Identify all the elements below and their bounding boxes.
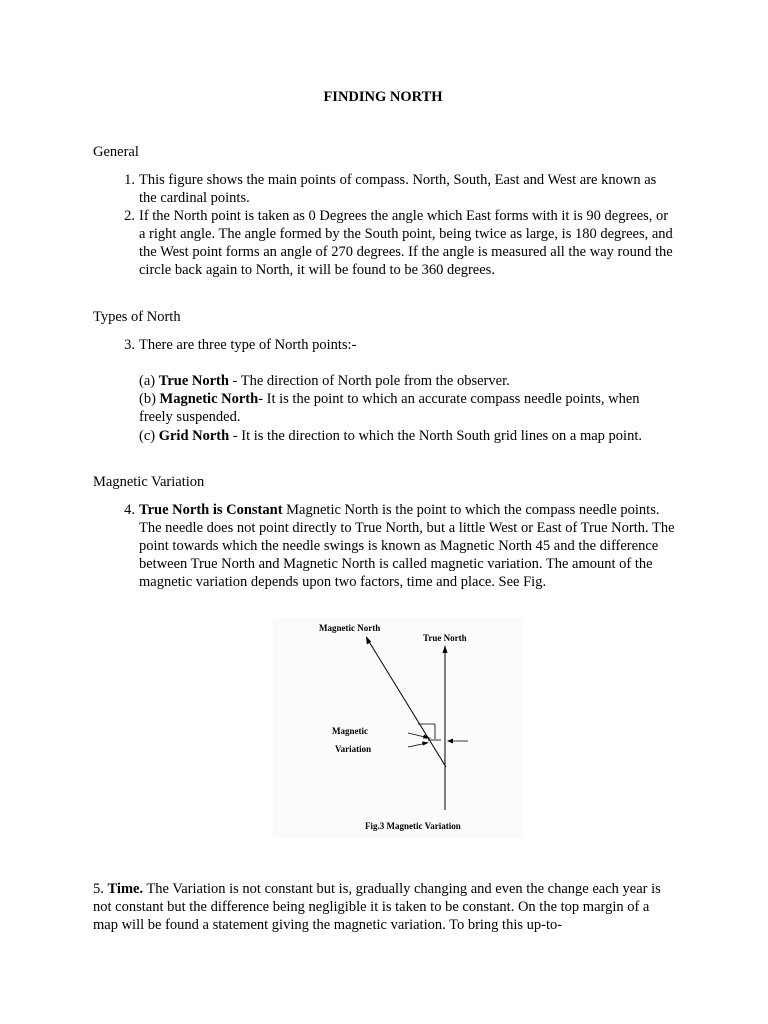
sub-item-term: True North: [158, 373, 229, 389]
sub-item-text: - It is the direction to which the North South grid lines on a map point.: [229, 428, 642, 444]
item-text: This figure shows the main points of compass. North, South, East and West are known as the cardinal points.: [139, 172, 657, 206]
paragraph-text: The Variation is not constant but is, gradually changing and even the change each year is not constant but the difference being negligible it is taken to be constant. On the top margin of a map will be found a statement giving the magnetic variation. To bring this up-to-: [93, 881, 661, 933]
item-text: If the North point is taken as 0 Degrees the angle which East forms with it is 90 degrees, or a right angle. The angle formed by the South point, being twice as large, is 180 degrees, and the West point forms an angle of 270 degrees. If the angle is measured all the way round the circle back again to North, it will be found to be 360 degrees.: [139, 208, 673, 278]
item-number: 2.: [124, 208, 135, 224]
figure-caption: Fig.3 Magnetic Variation: [365, 821, 461, 831]
sub-item-prefix: (b): [139, 391, 160, 407]
page-title: FINDING NORTH: [323, 89, 443, 105]
sub-item-prefix: (c): [139, 428, 159, 444]
item-term: True North is Constant: [139, 502, 283, 518]
label-variation: Variation: [335, 744, 372, 754]
sub-item-text: - It is the point to which an accurate compass needle points, when freely suspended.: [139, 391, 640, 425]
section-heading-general: General: [93, 144, 139, 160]
label-magnetic: Magnetic: [332, 726, 368, 736]
item-number: 4.: [124, 502, 135, 518]
sub-item-term: Magnetic North: [159, 391, 259, 407]
paragraph-term: Time.: [107, 881, 144, 897]
sub-item-text: - The direction of North pole from the observer.: [228, 373, 510, 389]
list-item-4: [115, 501, 675, 591]
item-number: 3.: [124, 337, 135, 353]
label-true-north: True North: [423, 633, 467, 643]
sub-item-b: [115, 390, 675, 426]
section-heading-variation: Magnetic Variation: [93, 474, 205, 490]
list-item-2: [115, 207, 675, 279]
paragraph-number: 5.: [93, 881, 108, 897]
sub-item-c: [115, 427, 675, 445]
sub-item-prefix: (a): [139, 373, 159, 389]
figure-background: [273, 618, 523, 838]
magnetic-variation-figure: [273, 618, 523, 838]
list-item-3: [115, 336, 675, 354]
item-text: There are three type of North points:-: [139, 337, 357, 353]
sub-item-a: [115, 372, 675, 390]
label-magnetic-north: Magnetic North: [319, 623, 381, 633]
sub-item-term: Grid North: [158, 428, 230, 444]
paragraph-5: [93, 880, 673, 934]
item-text: Magnetic North is the point to which the compass needle points. The needle does not point directly to True North, but a little West or East of True North. The point towards which the needle swings is known as Magnetic North 45 and the difference between True North and Magnetic North is called magnetic variation. The amount of the magnetic variation depends upon two factors, time and place. See Fig.: [139, 502, 675, 590]
section-heading-types: Types of North: [93, 309, 181, 325]
item-number: 1.: [124, 172, 135, 188]
list-item-1: [115, 171, 675, 207]
